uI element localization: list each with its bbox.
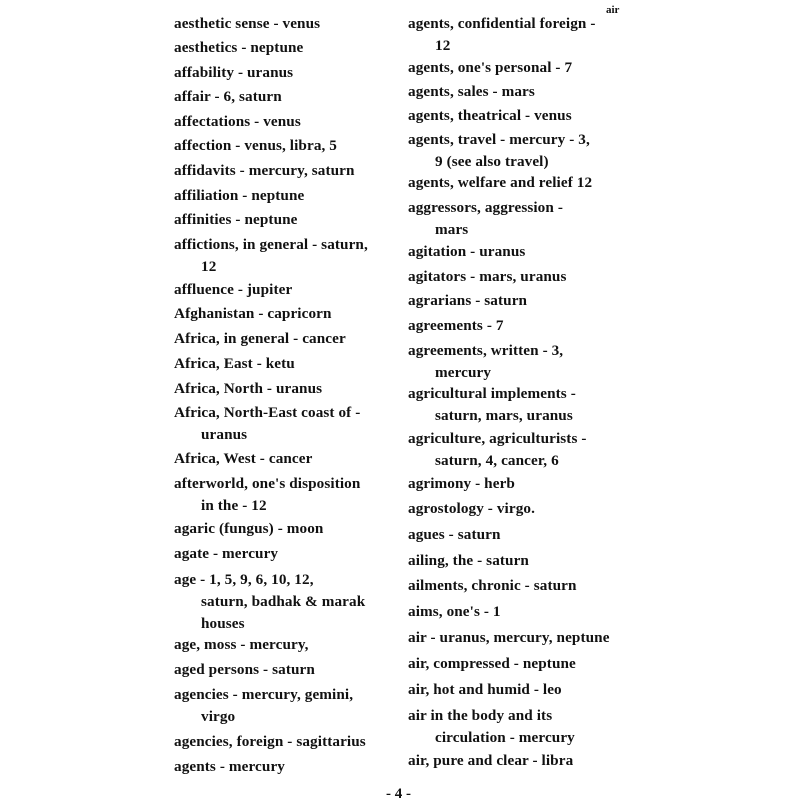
entry-line: aggressors, aggression - — [408, 199, 563, 216]
entry — [408, 705, 575, 749]
entry-line: air, pure and clear - libra — [408, 752, 574, 769]
entry — [174, 303, 332, 325]
entry — [174, 518, 323, 540]
entry — [174, 37, 303, 59]
entry — [174, 473, 360, 517]
entry-line-continuation: in the - 12 — [201, 497, 267, 514]
entry-line: air, hot and humid - leo — [408, 681, 562, 698]
entry-line: agents, theatrical - venus — [408, 107, 572, 124]
entry — [408, 315, 504, 337]
entry-line: agitation - uranus — [408, 243, 526, 260]
entry-line: affluence - jupiter — [174, 281, 293, 298]
entry-line: Afghanistan - capricorn — [174, 305, 332, 322]
entry-line-continuation: mars — [435, 221, 469, 238]
entry — [174, 353, 295, 375]
entry — [408, 653, 576, 675]
entry-line-continuation: uranus — [201, 426, 248, 443]
entry-line: affectations - venus — [174, 113, 301, 130]
entry — [174, 659, 315, 681]
entry-line: air, compressed - neptune — [408, 655, 576, 672]
entry — [408, 290, 527, 312]
entry — [408, 172, 592, 194]
entry-line: agencies - mercury, gemini, — [174, 686, 354, 703]
entry-line: aesthetics - neptune — [174, 39, 304, 56]
entry — [174, 402, 360, 446]
entry-line: agate - mercury — [174, 545, 279, 562]
page-number: - 4 - — [386, 786, 411, 802]
entry-line: affiliation - neptune — [174, 187, 305, 204]
entry-line-continuation: saturn, 4, cancer, 6 — [435, 452, 559, 469]
entry — [174, 62, 293, 84]
entry — [408, 266, 567, 288]
entry — [408, 498, 535, 520]
entry-line: agents, travel - mercury - 3, — [408, 131, 590, 148]
entry-line: aged persons - saturn — [174, 661, 315, 678]
entry — [174, 86, 282, 108]
entry — [408, 627, 610, 649]
entry-line: aesthetic sense - venus — [174, 15, 321, 32]
entry — [174, 185, 304, 207]
entry — [174, 543, 278, 565]
entry — [174, 279, 292, 301]
entry-line: air in the body and its — [408, 707, 553, 724]
entry — [408, 428, 587, 472]
entry — [174, 328, 346, 350]
entry-line-continuation: houses — [201, 615, 245, 632]
entry-line-continuation: 12 — [201, 258, 217, 275]
entry — [408, 197, 563, 241]
entry-line: Africa, in general - cancer — [174, 330, 346, 347]
entry — [408, 601, 501, 623]
entry-line: agitators - mars, uranus — [408, 268, 567, 285]
entry — [408, 105, 572, 127]
entry-line: aims, one's - 1 — [408, 603, 501, 620]
entry-line: agaric (fungus) - moon — [174, 520, 324, 537]
entry — [174, 569, 365, 635]
entry-line: Africa, West - cancer — [174, 450, 313, 467]
entry-line-continuation: saturn, mars, uranus — [435, 407, 573, 424]
entry-line-continuation: saturn, badhak & marak — [201, 593, 366, 610]
entry — [408, 340, 563, 384]
entry — [174, 209, 298, 231]
entry-line: air - uranus, mercury, neptune — [408, 629, 610, 646]
entry-line: age, moss - mercury, — [174, 636, 309, 653]
entry — [174, 234, 368, 278]
entry-line: ailing, the - saturn — [408, 552, 529, 569]
entry — [174, 160, 355, 182]
entry — [174, 634, 309, 656]
entry-line: affictions, in general - saturn, — [174, 236, 368, 253]
entry-line: agrimony - herb — [408, 475, 515, 492]
entry-line: agents, one's personal - 7 — [408, 59, 573, 76]
entry-line-continuation: circulation - mercury — [435, 729, 575, 746]
entry-line: Africa, North - uranus — [174, 380, 323, 397]
entry-line-continuation: 9 (see also travel) — [435, 153, 549, 170]
entry-line: agreements, written - 3, — [408, 342, 564, 359]
entry — [174, 135, 337, 157]
entry — [174, 684, 353, 728]
entry — [408, 679, 562, 701]
entry — [408, 129, 590, 173]
entry-line: agriculture, agriculturists - — [408, 430, 587, 447]
entry — [408, 550, 529, 572]
entry-line: agents - mercury — [174, 758, 285, 775]
entry — [408, 383, 576, 427]
entry-line-continuation: 12 — [435, 37, 451, 54]
entry — [408, 750, 573, 772]
entry — [408, 575, 577, 597]
entry — [408, 524, 501, 546]
entry — [174, 731, 366, 753]
entry — [408, 13, 596, 57]
entry-line: age - 1, 5, 9, 6, 10, 12, — [174, 571, 314, 588]
entry-line: agues - saturn — [408, 526, 501, 543]
entry — [174, 756, 285, 778]
entry-line: Africa, East - ketu — [174, 355, 295, 372]
entry-line: agricultural implements - — [408, 385, 576, 402]
running-head: air — [606, 4, 620, 16]
entry-line: affection - venus, libra, 5 — [174, 137, 337, 154]
entry-line: affability - uranus — [174, 64, 294, 81]
entry-line: agents, welfare and relief 12 — [408, 174, 593, 191]
entry-line: agrostology - virgo. — [408, 500, 535, 517]
entry-line-continuation: virgo — [201, 708, 236, 725]
entry-line-continuation: mercury — [435, 364, 492, 381]
entry-line: affinities - neptune — [174, 211, 298, 228]
entry-line: agreements - 7 — [408, 317, 504, 334]
entry-line: affair - 6, saturn — [174, 88, 282, 105]
entry-line: affidavits - mercury, saturn — [174, 162, 355, 179]
entry — [408, 241, 525, 263]
entry — [174, 13, 320, 35]
entry — [174, 378, 322, 400]
entry-line: agents, confidential foreign - — [408, 15, 596, 32]
entry-line: agents, sales - mars — [408, 83, 535, 100]
entry-line: afterworld, one's disposition — [174, 475, 361, 492]
entry-line: Africa, North-East coast of - — [174, 404, 361, 421]
entry — [174, 448, 312, 470]
entry — [408, 473, 515, 495]
entry-line: agrarians - saturn — [408, 292, 528, 309]
entry-line: agencies, foreign - sagittarius — [174, 733, 366, 750]
entry — [408, 81, 535, 103]
entry — [174, 111, 301, 133]
entry — [408, 57, 572, 79]
entry-line: ailments, chronic - saturn — [408, 577, 577, 594]
